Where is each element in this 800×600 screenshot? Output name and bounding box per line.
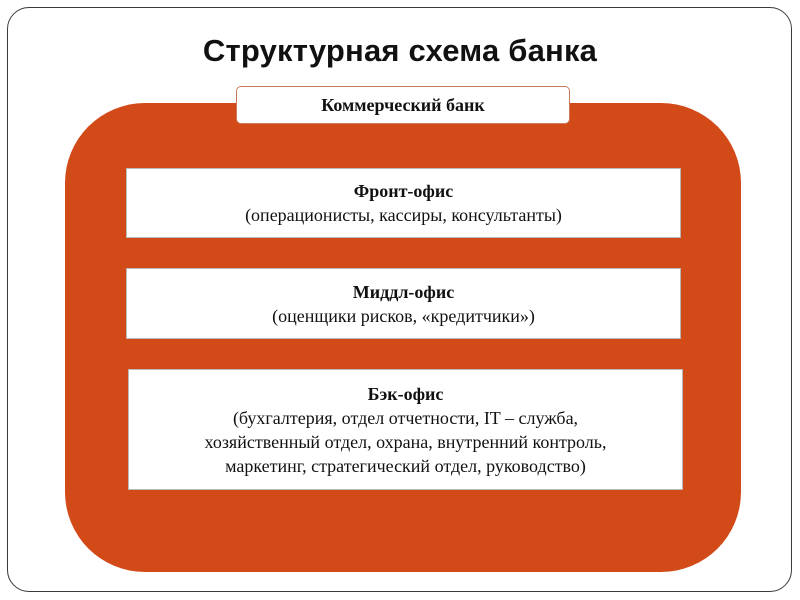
middle-office-description: (оценщики рисков, «кредитчики») bbox=[272, 305, 535, 326]
bank-label: Коммерческий банк bbox=[236, 86, 570, 124]
back-office-box bbox=[128, 369, 683, 490]
back-office-description-line: (бухгалтерия, отдел отчетности, IT – служба, bbox=[232, 407, 579, 428]
back-office-description-line: маркетинг, стратегический отдел, руководство) bbox=[225, 455, 586, 476]
front-office-description: (операционисты, кассиры, консультанты) bbox=[245, 205, 562, 225]
front-office-box bbox=[126, 168, 681, 238]
back-office-description-line: хозяйственный отдел, охрана, внутренний контроль, bbox=[204, 431, 607, 452]
back-office-name: Бэк-офис bbox=[367, 383, 444, 404]
front-office-name: Фронт-офис bbox=[353, 181, 454, 201]
slide-title: Структурная схема банка bbox=[202, 33, 598, 68]
middle-office-name: Миддл-офис bbox=[352, 281, 455, 302]
middle-office-box bbox=[126, 268, 681, 339]
